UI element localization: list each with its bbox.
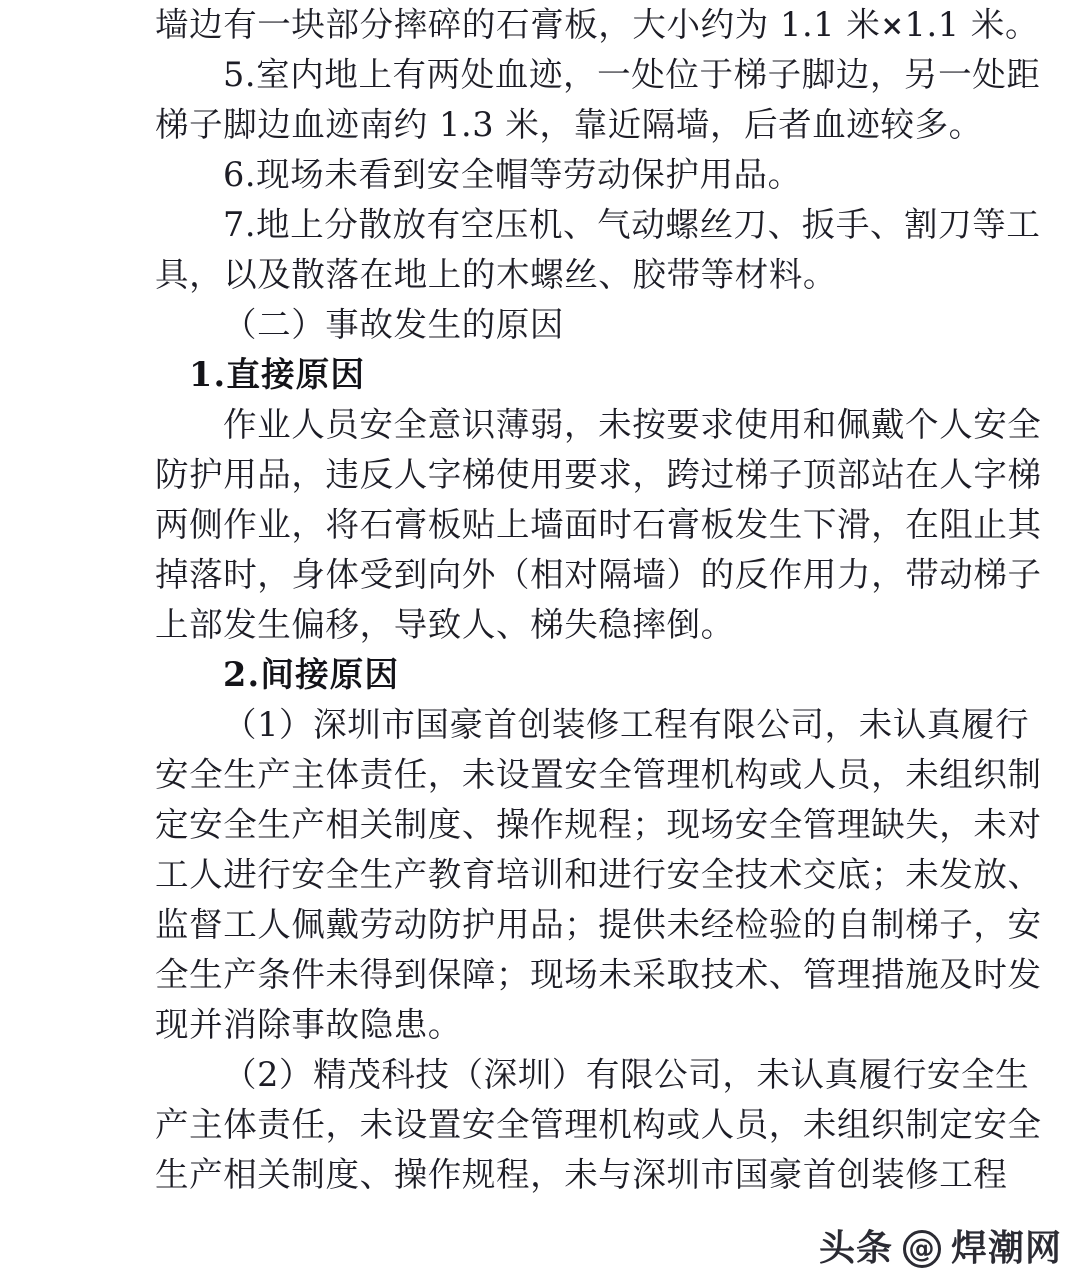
text-line-content: 梯子脚边血迹南约 1.3 米，靠近隔墙，后者血迹较多。	[155, 105, 983, 144]
direct-cause-line-4	[155, 550, 1042, 600]
text-line-content-tail: 1.1 米。	[904, 5, 1040, 44]
direct-cause-line-3	[155, 500, 1042, 550]
direct-cause-line-5	[155, 600, 923, 650]
text-line-content: 监督工人佩戴劳动防护用品；提供未经检验的自制梯子，安	[155, 905, 1042, 944]
indirect-cause-item-2-line-3	[155, 1150, 1008, 1200]
watermark-brand: 头条	[818, 1228, 893, 1269]
text-line-content: 生产相关制度、操作规程，未与深圳市国豪首创装修工程	[155, 1155, 1008, 1194]
list-item-5-line-1	[155, 50, 1041, 100]
indirect-cause-item-1-line-7	[155, 1000, 923, 1050]
text-line-content: 7.地上分散放有空压机、气动螺丝刀、扳手、割刀等工	[223, 205, 1041, 244]
list-item-5-line-2	[155, 100, 983, 150]
watermark	[819, 1230, 1062, 1268]
list-item-7-line-2	[155, 250, 923, 300]
subsection-heading-label: 2.间接原因	[223, 655, 400, 694]
indirect-cause-item-1-line-1	[155, 700, 1030, 750]
text-line-content: 防护用品，违反人字梯使用要求，跨过梯子顶部站在人字梯	[155, 455, 1042, 494]
text-line-content: 产主体责任，未设置安全管理机构或人员，未组织制定安全	[155, 1105, 1042, 1144]
list-item-7-line-1	[155, 200, 1041, 250]
text-line-content: 定安全生产相关制度、操作规程；现场安全管理缺失，未对	[155, 805, 1042, 844]
direct-cause-line-1	[155, 400, 1042, 450]
at-symbol-icon: @	[903, 1230, 941, 1268]
subsection-heading-direct-cause	[155, 350, 923, 400]
text-line-content: 墙边有一块部分摔碎的石膏板，大小约为 1.1 米	[155, 5, 881, 44]
text-line-content: 全生产条件未得到保障；现场未采取技术、管理措施及时发	[155, 955, 1042, 994]
indirect-cause-item-2-line-2	[155, 1100, 1042, 1150]
section-heading-label: （二）事故发生的原因	[223, 305, 564, 344]
watermark-site: 焊潮网	[950, 1228, 1062, 1269]
indirect-cause-item-1-line-6	[155, 950, 1042, 1000]
text-line-content: 两侧作业，将石膏板贴上墙面时石膏板发生下滑，在阻止其	[155, 505, 1042, 544]
text-line-content: 6.现场未看到安全帽等劳动保护用品。	[223, 155, 802, 194]
list-item-6	[155, 150, 923, 200]
text-line	[155, 0, 1040, 50]
direct-cause-line-2	[155, 450, 1042, 500]
text-line-content: 上部发生偏移，导致人、梯失稳摔倒。	[155, 605, 735, 644]
document-text-body	[155, 0, 1042, 1200]
indirect-cause-item-1-line-2	[155, 750, 1042, 800]
indirect-cause-item-1-line-4	[155, 850, 1042, 900]
indirect-cause-item-1-line-3	[155, 800, 1042, 850]
text-line-content: 作业人员安全意识薄弱，未按要求使用和佩戴个人安全	[223, 405, 1042, 444]
section-heading-2	[155, 300, 923, 350]
text-line-content: 工人进行安全生产教育培训和进行安全技术交底；未发放、	[155, 855, 1042, 894]
text-line-content: 5.室内地上有两处血迹，一处位于梯子脚边，另一处距	[223, 55, 1041, 94]
text-line-content: （1）深圳市国豪首创装修工程有限公司，未认真履行	[223, 705, 1030, 744]
subsection-heading-label: 1.直接原因	[189, 355, 366, 394]
indirect-cause-item-2-line-1	[155, 1050, 1030, 1100]
text-line-content: 现并消除事故隐患。	[155, 1005, 462, 1044]
subsection-heading-indirect-cause	[155, 650, 923, 700]
text-line-content: 安全生产主体责任，未设置安全管理机构或人员，未组织制	[155, 755, 1042, 794]
multiplication-sign: ×	[880, 9, 905, 42]
indirect-cause-item-1-line-5	[155, 900, 1042, 950]
text-line-content: 掉落时，身体受到向外（相对隔墙）的反作用力，带动梯子	[155, 555, 1042, 594]
text-line-content: 具，以及散落在地上的木螺丝、胶带等材料。	[155, 255, 837, 294]
text-line-content: （2）精茂科技（深圳）有限公司，未认真履行安全生	[223, 1055, 1030, 1094]
